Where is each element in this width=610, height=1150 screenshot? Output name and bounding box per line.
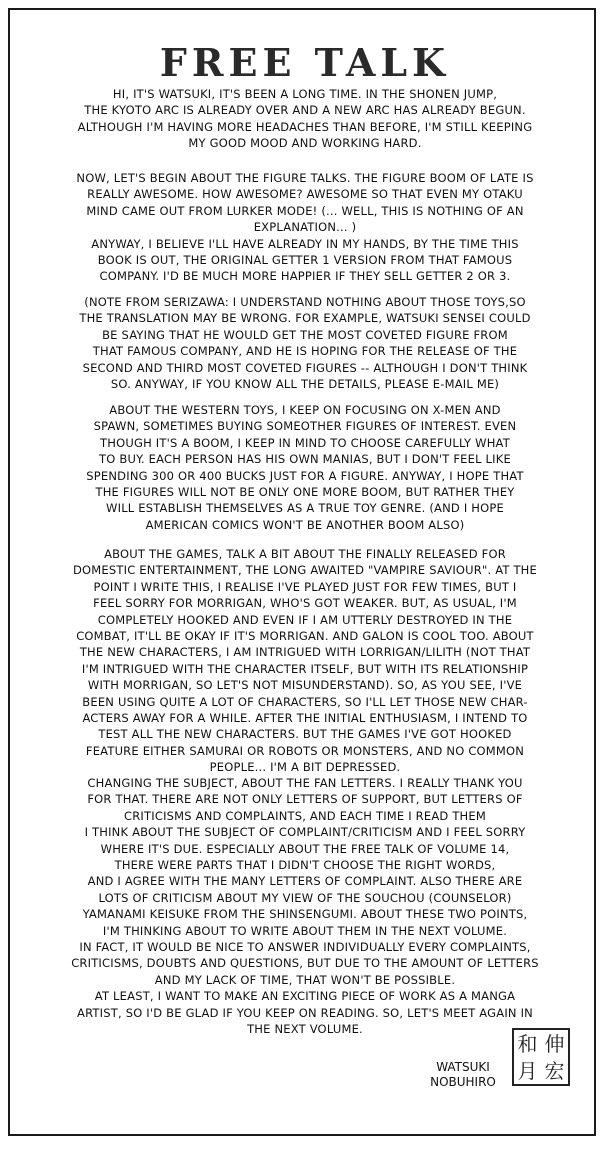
paragraph-fan-letters: CHANGING THE SUBJECT, ABOUT THE FAN LETTERS. I REALLY THANK YOU FOR THAT. THERE ARE NOT ONLY LETTERS OF SUPPORT, BUT LETTERS OF CRITICISMS AND COMPLAINTS, AND EACH TIME I READ THEM I THINK ABOUT THE SUBJECT OF COMPLAINT/CRITICISM AND I FEEL SORRY WHERE IT'S DUE. ESPECIALLY ABOUT THE FREE TALK OF VOLUME 14, THERE WERE PARTS THAT I DIDN'T CHOOSE THE RIGHT WORDS, AND I AGREE WITH THE MANY LETTERS OF COMPLAINT. ALSO THERE ARE LOTS OF CRITICISM ABOUT MY VIEW OF THE SOUCHOU (COUNSELOR) YAMANAMI KEISUKE FROM THE SHINSENGUMI. ABOUT THESE TWO POINTS, I'M THINKING ABOUT TO WRITE ABOUT THEM IN THE NEXT VOLUME. IN FACT, IT WOULD BE NICE TO ANSWER INDIVIDUALLY EVERY COMPLAINTS, CRITICISMS, DOUBTS AND QUESTIONS, BUT DUE TO THE AMOUNT OF LETTERS AND MY LACK OF TIME, THAT WON'T BE POSSIBLE. AT LEAST, I WANT TO MAKE AN EXCITING PIECE OF WORK AS A MANGA ARTIST, SO I'D BE GLAD IF YOU KEEP ON READING. SO, LET'S MEET AGAIN IN THE NEXT VOLUME. — [71, 776, 539, 1037]
paragraph-figure-talks: NOW, LET'S BEGIN ABOUT THE FIGURE TALKS. THE FIGURE BOOM OF LATE IS REALLY AWESOME. HOW AWESOME? AWESOME SO THAT EVEN MY OTAKU MIND CAME OUT FROM LURKER MODE! (... WELL, THIS IS NOTHING OF AN EXPLANATION... ) ANYWAY, I BELIEVE I'LL HAVE ALREADY IN MY HANDS, BY THE TIME THIS BOOK IS OUT, THE ORIGINAL GETTER 1 VERSION FROM THAT FAMOUS COMPANY. I'D BE MUCH MORE HAPPIER IF THEY SELL GETTER 2 OR 3. — [76, 171, 534, 284]
seal-char: 宏 — [544, 1058, 565, 1083]
paragraph-greeting: HI, IT'S WATSUKI, IT'S BEEN A LONG TIME. IN THE SHONEN JUMP, THE KYOTO ARC IS ALREADY OVER AND A NEW ARC HAS ALREADY BEGUN. ALTHOUGH I'M HAVING MORE HEADACHES THAN BEFORE, I'M STILL KEEPING MY GOOD MOOD AND WORKING HARD. — [77, 87, 533, 151]
seal-char: 伸 — [544, 1031, 565, 1056]
author-signature — [418, 1060, 508, 1090]
seal-char: 月 — [517, 1058, 538, 1083]
paragraph-games: ABOUT THE GAMES, TALK A BIT ABOUT THE FINALLY RELEASED FOR DOMESTIC ENTERTAINMENT, THE LONG AWAITED "VAMPIRE SAVIOUR". AT THE POINT I WRITE THIS, I REALISE I'VE PLAYED JUST FOR FEW TIMES, BUT I FEEL SORRY FOR MORRIGAN, WHO'S GOT WEAKER. BUT, AS USUAL, I'M COMPLETELY HOOKED AND EVEN IF I AM UTTERLY DESTROYED IN THE COMBAT, IT'LL BE OKAY IF IT'S MORRIGAN. AND GALON IS COOL TOO. ABOUT THE NEW CHARACTERS, I AM INTRIGUED WITH LORRIGAN/LILITH (NOT THAT I'M INTRIGUED WITH THE CHARACTER ITSELF, BUT WITH ITS RELATIONSHIP WITH MORRIGAN, SO LET'S NOT MISUNDERSTAND). SO, AS YOU SEE, I'VE BEEN USING QUITE A LOT OF CHARACTERS, SO I'LL LET THOSE NEW CHAR- ACTERS AWAY FOR A WHILE. AFTER THE INITIAL ENTHUSIASM, I INTEND TO TEST ALL THE NEW CHARACTERS. BUT THE GAMES I'VE GOT HOOKED FEATURE EITHER SAMURAI OR ROBOTS OR MONSTERS, AND NO COMMON PEOPLE... I'M A BIT DEPRESSED. — [73, 547, 537, 775]
paragraph-translator-note: (NOTE FROM SERIZAWA: I UNDERSTAND NOTHING ABOUT THOSE TOYS,SO THE TRANSLATION MAY BE WRONG. FOR EXAMPLE, WATSUKI SENSEI COULD BE SAYING THAT HE WOULD GET THE MOST COVETED FIGURE FROM THAT FAMOUS COMPANY, AND HE IS HOPING FOR THE RELEASE OF THE SECOND AND THIRD MOST COVETED FIGURES -- ALTHOUGH I DON'T THINK SO. ANYWAY, IF YOU KNOW ALL THE DETAILS, PLEASE E-MAIL ME) — [79, 295, 531, 392]
seal-char: 和 — [517, 1031, 538, 1056]
author-seal-stamp — [512, 1028, 570, 1086]
paragraph-western-toys: ABOUT THE WESTERN TOYS, I KEEP ON FOCUSING ON X-MEN AND SPAWN, SOMETIMES BUYING SOMEOTHER FIGURES OF INTEREST. EVEN THOUGH IT'S A BOOM, I KEEP IN MIND TO CHOOSE CAREFULLY WHAT TO BUY. EACH PERSON HAS HIS OWN MANIAS, BUT I DON'T FEEL LIKE SPENDING 300 OR 400 BUCKS JUST FOR A FIGURE. ANYWAY, I HOPE THAT THE FIGURES WILL NOT BE ONLY ONE MORE BOOM, BUT RATHER THEY WILL ESTABLISH THEMSELVES AS A TRUE TOY GENRE. (AND I HOPE AMERICAN COMICS WON'T BE ANOTHER BOOM ALSO) — [86, 403, 524, 532]
page-title: FREE TALK — [159, 40, 451, 85]
signature-line-1: WATSUKI — [436, 1060, 490, 1074]
signature-line-2: NOBUHIRO — [430, 1075, 496, 1089]
